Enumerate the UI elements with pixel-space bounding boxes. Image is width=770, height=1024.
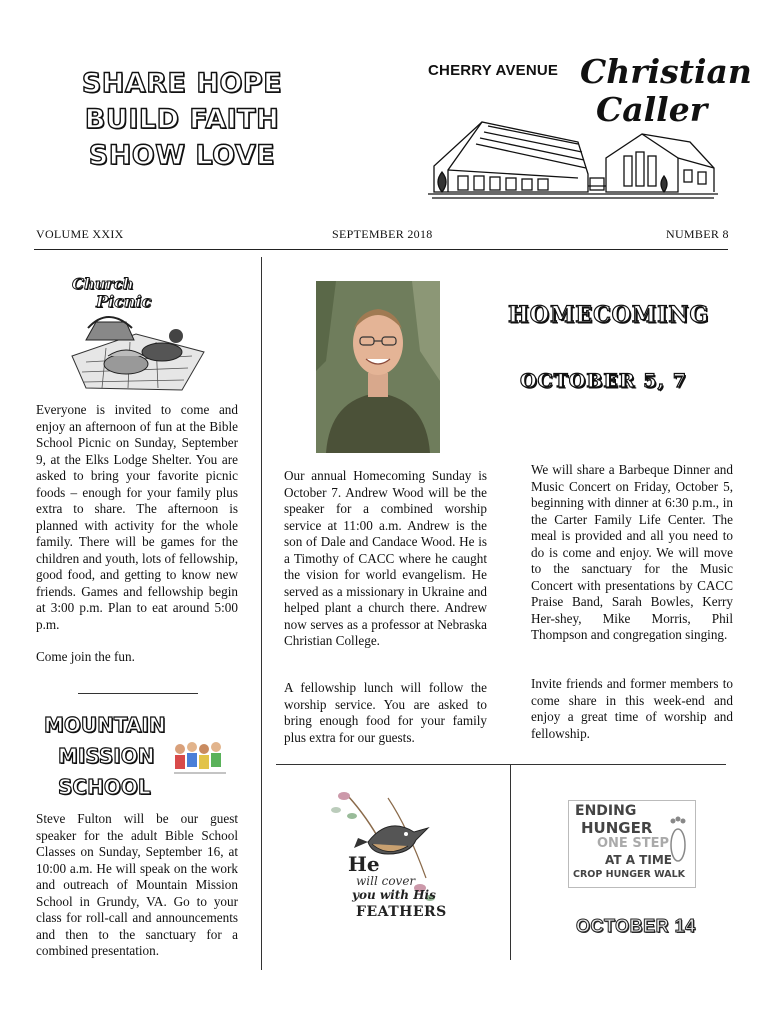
- picnic-logo-line-2: Picnic: [96, 292, 152, 311]
- homecoming-dates: OCTOBER 5, 7: [520, 370, 687, 392]
- volume-label: VOLUME XXIX: [36, 227, 124, 241]
- slogan-line-2: BUILD FAITH: [84, 104, 280, 135]
- issue-number: NUMBER 8: [666, 227, 729, 241]
- picnic-logo-line-1: Church: [72, 275, 134, 293]
- feathers-line-3: you with His: [352, 888, 436, 902]
- homecoming-col1-p1: Our annual Homecoming Sunday is October 7. Andrew Wood will be the speaker for a combined worship service at 11:00 a.m. Andrew is the son of Dale and Candace Wood. He is a Timothy of CACC where he caught the vision for world evangelism. He served as a missionary in Ukraine and helped plant a church there. Andrew now serves as a professor at Nebraska Christian College.: [284, 468, 487, 648]
- left-column-divider: [261, 257, 262, 970]
- header-divider: [34, 249, 728, 250]
- slogan-line-3: SHOW LOVE: [88, 140, 276, 171]
- homecoming-col1-p2: A fellowship lunch will follow the worship service. You are asked to bring enough food for your family plus extra for our guests.: [284, 680, 487, 745]
- section-divider: [78, 693, 198, 694]
- picnic-closing: Come join the fun.: [36, 649, 135, 664]
- homecoming-col2-p2: Invite friends and former members to come share in this week-end and enjoy a great time of worship and fellowship.: [531, 676, 733, 741]
- picnic-body: Everyone is invited to come and enjoy an afternoon of fun at the Bible School Picnic on Sunday, September 9, at the Elks Lodge Shelter. You are asked to bring your favorite picnic foods – enough for your family plus extra to share. The afternoon is planned with activity for the whole family. There will be games for the children and youth, lots of fellowship, good food, and getting to know new friends. Games and fellowship begin at 3:00 p.m. Plan to eat around 5:00 p.m.: [36, 402, 238, 632]
- mountain-heading-line-2: MISSION: [58, 744, 155, 768]
- crop-line-5: CROP HUNGER WALK: [573, 869, 685, 880]
- feathers-line-2: will cover: [356, 874, 416, 888]
- feathers-line-4: FEATHERS: [356, 904, 447, 920]
- children-clipart: [172, 739, 228, 779]
- crop-line-3: ONE STEP: [597, 836, 669, 851]
- slogan-line-1: SHARE HOPE: [81, 68, 283, 99]
- homecoming-col2-p1: We will share a Barbeque Dinner and Music Concert on Friday, October 5, beginning with dinner at 6:30 p.m., in the Carter Family Life Center. The meal is provided and all you need to do is come and enjoy. We will move to the sanctuary for the Music Concert with presentations by CACC Praise Band, Sarah Bowles, Kerry Her-shey, Mike Morris, Phil Thompson and congregation singing.: [531, 462, 733, 642]
- mountain-body: Steve Fulton will be our guest speaker for the adult Bible School Classes on Sunday, September 16, at 10:00 a.m. He will speak on the work and outreach of Mountain Mission School in Grundy, VA. Go to your class for roll-call and announcements and then to the sanctuary for a combined presentation.: [36, 811, 238, 958]
- mountain-heading-line-3: SCHOOL: [58, 775, 151, 799]
- crop-line-2: HUNGER: [581, 819, 653, 837]
- slogan: [62, 66, 302, 174]
- church-illustration: [428, 96, 718, 200]
- masthead-christian: Christian: [580, 52, 752, 91]
- masthead: [428, 52, 752, 200]
- lower-section-divider: [276, 764, 726, 765]
- crop-line-1: ENDING: [575, 803, 637, 819]
- feathers-artwork: [328, 788, 446, 950]
- crop-hunger-walk-logo: [568, 800, 696, 888]
- feathers-he: He: [348, 852, 380, 876]
- crop-line-4: AT A TIME: [605, 853, 672, 867]
- homecoming-title: HOMECOMING: [508, 302, 710, 328]
- lower-column-divider: [510, 764, 511, 960]
- speaker-photo: [316, 281, 440, 453]
- mountain-heading-line-1: MOUNTAIN: [44, 713, 166, 737]
- crop-walk-date: OCTOBER 14: [576, 916, 696, 936]
- footprint-icon: [667, 815, 689, 867]
- issue-date: SEPTEMBER 2018: [332, 227, 433, 241]
- masthead-caller: Caller: [596, 90, 708, 129]
- masthead-cherry-avenue: CHERRY AVENUE: [428, 62, 559, 79]
